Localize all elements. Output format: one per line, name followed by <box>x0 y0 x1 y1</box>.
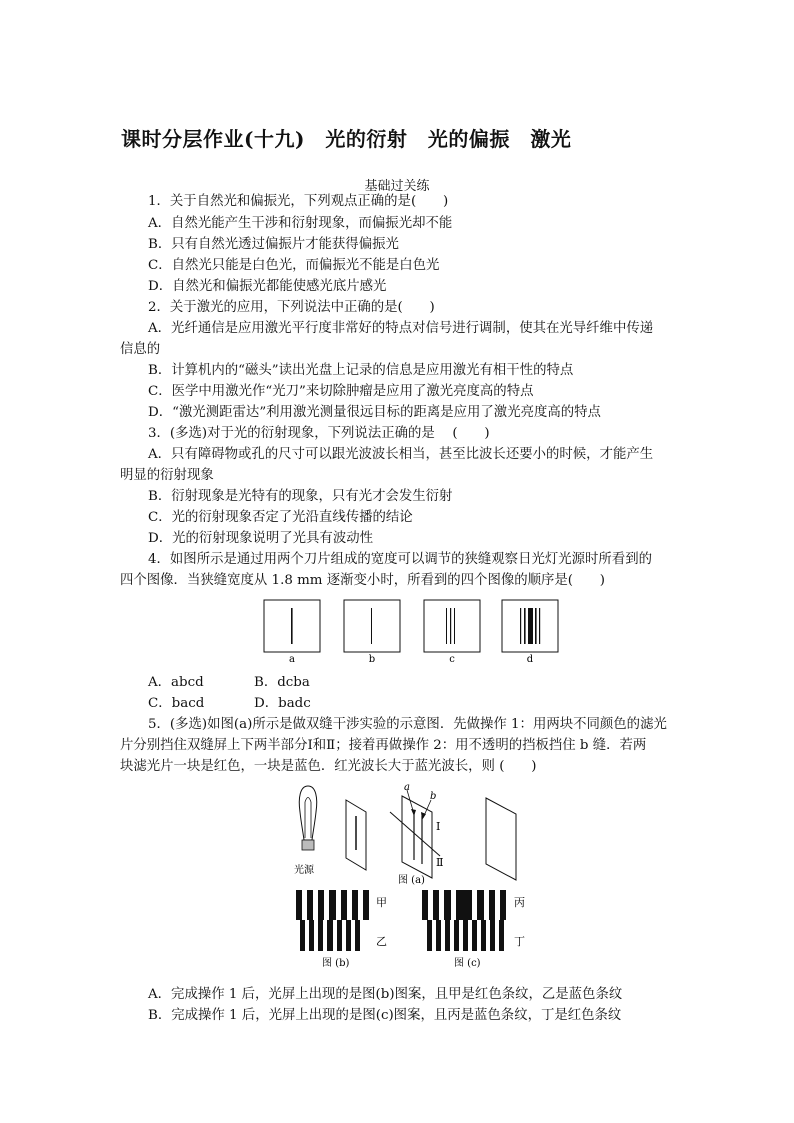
q2-option-a-cont: 信息的 <box>120 342 161 357</box>
fig-b-caption: 图 (b) <box>322 958 350 969</box>
q2-option-b: B．计算机内的“磁头”读出光盘上记录的信息是应用激光有相干性的特点 <box>148 363 574 378</box>
part-1-label: Ⅰ <box>436 820 441 833</box>
slit-image-b <box>344 600 400 652</box>
fringe-pattern-b <box>296 890 369 951</box>
q1-stem: 1．关于自然光和偏振光，下列观点正确的是( ) <box>148 194 449 209</box>
light-source-icon <box>299 786 316 850</box>
q3-option-d: D．光的衍射现象说明了光具有波动性 <box>148 531 373 546</box>
section-heading: 基础过关练 <box>364 179 430 194</box>
q5-stem-cont-2: 块滤光片一块是红色，一块是蓝色．红光波长大于蓝光波长，则 ( ) <box>120 759 537 774</box>
jia-label: 甲 <box>376 896 387 909</box>
q2-stem: 2．关于激光的应用，下列说法中正确的是( ) <box>148 300 435 315</box>
double-slit-figure <box>290 782 540 972</box>
light-screen <box>486 798 516 880</box>
q1-option-c: C．自然光只能是白色光，而偏振光不能是白色光 <box>148 258 440 273</box>
q2-option-c: C．医学中用激光作“光刀”来切除肿瘤是应用了激光亮度高的特点 <box>148 384 534 399</box>
slit-image-d <box>502 600 558 652</box>
q3-option-c: C．光的衍射现象否定了光沿直线传播的结论 <box>148 510 413 525</box>
q4-stem: 4．如图所示是通过用两个刀片组成的宽度可以调节的狭缝观察日光灯光源时所看到的 <box>148 552 652 567</box>
ding-label: 丁 <box>514 935 525 948</box>
q5-option-a: A．完成操作 1 后，光屏上出现的是图(b)图案，且甲是红色条纹，乙是蓝色条纹 <box>148 987 623 1002</box>
slit-b-label: b <box>430 791 437 802</box>
slit-a-label: a <box>404 782 410 793</box>
slit-label-a: a <box>289 654 295 665</box>
fringe-pattern-c <box>422 890 506 951</box>
light-source-label: 光源 <box>294 865 314 876</box>
q3-option-a: A．只有障碍物或孔的尺寸可以跟光波波长相当，甚至比波长还要小的时候，才能产生 <box>148 447 654 462</box>
slit-image-figure <box>260 596 570 668</box>
part-2-label: Ⅱ <box>436 856 444 869</box>
slit-label-b: b <box>368 654 376 665</box>
fig-a-caption: 图 (a) <box>398 875 425 886</box>
q5-stem-cont-1: 片分别挡住双缝屏上下两半部分Ⅰ和Ⅱ；接着再做操作 2：用不透明的挡板挡住 b 缝．若两 <box>120 738 647 753</box>
q4-option-d: D．badc <box>254 696 311 711</box>
bing-label: 丙 <box>514 896 525 909</box>
q3-option-b: B．衍射现象是光特有的现象，只有光才会发生衍射 <box>148 489 453 504</box>
q4-option-c: C．bacd <box>148 696 205 711</box>
q5-option-b: B．完成操作 1 后，光屏上出现的是图(c)图案，且丙是蓝色条纹，丁是红色条纹 <box>148 1008 622 1023</box>
slit-image-c <box>424 600 480 652</box>
q1-option-b: B．只有自然光透过偏振片才能获得偏振光 <box>148 237 399 252</box>
q1-option-a: A．自然光能产生干涉和衍射现象，而偏振光却不能 <box>148 216 453 231</box>
slit-image-a <box>264 600 320 652</box>
slit-label-c: c <box>449 654 455 665</box>
q3-stem: 3．(多选)对于光的衍射现象，下列说法正确的是 ( ) <box>148 426 490 441</box>
q4-stem-cont: 四个图像．当狭缝宽度从 1.8 mm 逐渐变小时，所看到的四个图像的顺序是( ) <box>120 573 606 588</box>
fig-c-caption: 图 (c) <box>454 958 481 969</box>
q2-option-a: A．光纤通信是应用激光平行度非常好的特点对信号进行调制，使其在光导纤维中传递 <box>148 321 654 336</box>
page-title: 课时分层作业(十九) 光的衍射 光的偏振 激光 <box>121 127 572 151</box>
q4-option-b: B．dcba <box>254 675 310 690</box>
single-slit-screen <box>346 800 366 870</box>
q4-option-a: A．abcd <box>148 675 204 690</box>
q2-option-d: D．“激光测距雷达”利用激光测量很远目标的距离是应用了激光亮度高的特点 <box>148 405 601 420</box>
slit-label-d: d <box>526 654 534 665</box>
double-slit-screen <box>390 790 440 878</box>
q3-option-a-cont: 明显的衍射现象 <box>120 468 214 483</box>
yi-label: 乙 <box>376 935 387 948</box>
q1-option-d: D．自然光和偏振光都能使感光底片感光 <box>148 279 387 294</box>
q5-stem: 5．(多选)如图(a)所示是做双缝干涉实验的示意图．先做操作 1：用两块不同颜色的滤光 <box>148 717 667 732</box>
